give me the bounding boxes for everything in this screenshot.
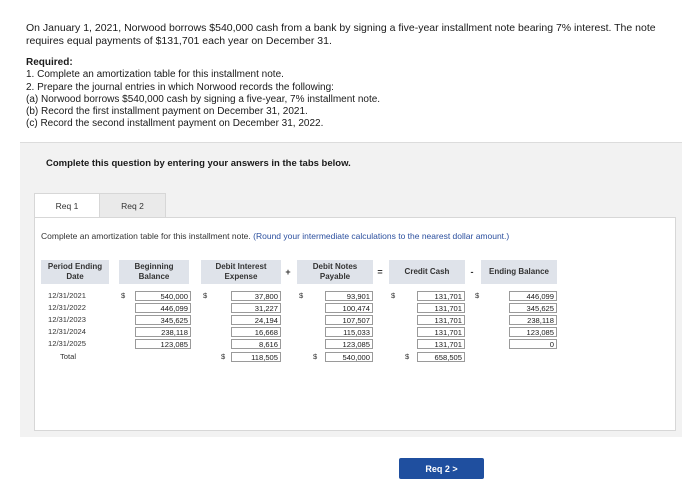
- currency-sign: $: [203, 291, 208, 300]
- currency-sign: $: [475, 291, 480, 300]
- table-row: [35, 339, 675, 350]
- notes-payable-input[interactable]: 93,901: [325, 291, 373, 301]
- interest-expense-input[interactable]: 16,668: [231, 327, 281, 337]
- currency-sign: $: [299, 291, 304, 300]
- table-row: [35, 291, 675, 302]
- required-section: [26, 57, 380, 131]
- currency-sign: $: [405, 352, 410, 361]
- credit-cash-input[interactable]: 131,701: [417, 327, 465, 337]
- tab-req-1[interactable]: Req 1: [34, 193, 100, 218]
- currency-sign: $: [221, 352, 226, 361]
- total-label: Total: [60, 352, 77, 361]
- notes-payable-input[interactable]: 107,507: [325, 315, 373, 325]
- required-item-2: 2. Prepare the journal entries in which Norwood records the following:: [26, 81, 334, 93]
- credit-cash-input[interactable]: 131,701: [417, 303, 465, 313]
- beginning-balance-input[interactable]: 123,085: [135, 339, 191, 349]
- beginning-balance-input[interactable]: 238,118: [135, 327, 191, 337]
- table-row: [35, 303, 675, 314]
- table-row: [35, 315, 675, 326]
- required-item-2b: (b) Record the first installment payment on December 31, 2021.: [26, 106, 308, 118]
- header-period: Period Ending Date: [41, 260, 109, 284]
- header-beginning: Beginning Balance: [119, 260, 189, 284]
- notes-payable-input[interactable]: 100,474: [325, 303, 373, 313]
- tab-bar: [34, 193, 166, 218]
- panel-title: Complete this question by entering your answers in the tabs below.: [46, 158, 351, 169]
- instruction-main: Complete an amortization table for this installment note.: [41, 231, 251, 241]
- currency-sign: $: [313, 352, 318, 361]
- currency-sign: $: [121, 291, 126, 300]
- instruction-text: [41, 231, 509, 241]
- header-interest: Debit Interest Expense: [201, 260, 281, 284]
- next-req-2-button[interactable]: Req 2 >: [399, 458, 484, 479]
- notes-payable-input[interactable]: 115,033: [325, 327, 373, 337]
- ending-balance-input[interactable]: 446,099: [509, 291, 557, 301]
- operator-minus: -: [470, 267, 474, 277]
- ending-balance-input[interactable]: 123,085: [509, 327, 557, 337]
- ending-balance-input[interactable]: 238,118: [509, 315, 557, 325]
- operator-plus: +: [285, 267, 291, 277]
- total-cash-input[interactable]: 658,505: [417, 352, 465, 362]
- total-interest-input[interactable]: 118,505: [231, 352, 281, 362]
- interest-expense-input[interactable]: 31,227: [231, 303, 281, 313]
- total-notes-input[interactable]: 540,000: [325, 352, 373, 362]
- row-date: 12/31/2025: [48, 339, 87, 348]
- currency-sign: $: [391, 291, 396, 300]
- interest-expense-input[interactable]: 37,800: [231, 291, 281, 301]
- required-item-2c: (c) Record the second installment payment on December 31, 2022.: [26, 118, 324, 130]
- ending-balance-input[interactable]: 0: [509, 339, 557, 349]
- row-date: 12/31/2024: [48, 327, 87, 336]
- tab-req-2[interactable]: Req 2: [100, 193, 166, 218]
- credit-cash-input[interactable]: 131,701: [417, 315, 465, 325]
- interest-expense-input[interactable]: 8,616: [231, 339, 281, 349]
- header-ending: Ending Balance: [481, 260, 557, 284]
- required-heading: Required:: [26, 57, 73, 68]
- credit-cash-input[interactable]: 131,701: [417, 291, 465, 301]
- problem-intro: On January 1, 2021, Norwood borrows $540,000 cash from a bank by signing a five-year installment note bearing 7% interest. The note requires equal payments of $131,701 each year on December 31.: [26, 22, 656, 47]
- row-date: 12/31/2021: [48, 291, 87, 300]
- header-cash: Credit Cash: [389, 260, 465, 284]
- beginning-balance-input[interactable]: 446,099: [135, 303, 191, 313]
- total-row: [35, 352, 675, 363]
- instruction-note: (Round your intermediate calculations to the nearest dollar amount.): [253, 231, 510, 241]
- beginning-balance-input[interactable]: 345,625: [135, 315, 191, 325]
- question-panel: [20, 142, 682, 474]
- notes-payable-input[interactable]: 123,085: [325, 339, 373, 349]
- row-date: 12/31/2023: [48, 315, 87, 324]
- row-date: 12/31/2022: [48, 303, 87, 312]
- operator-equals: =: [377, 267, 383, 277]
- required-item-1: 1. Complete an amortization table for this installment note.: [26, 69, 284, 81]
- ending-balance-input[interactable]: 345,625: [509, 303, 557, 313]
- tab-content: [34, 217, 676, 474]
- beginning-balance-input[interactable]: 540,000: [135, 291, 191, 301]
- interest-expense-input[interactable]: 24,194: [231, 315, 281, 325]
- credit-cash-input[interactable]: 131,701: [417, 339, 465, 349]
- table-row: [35, 327, 675, 338]
- required-item-2a: (a) Norwood borrows $540,000 cash by signing a five-year, 7% installment note.: [26, 93, 381, 105]
- header-notes: Debit Notes Payable: [297, 260, 373, 284]
